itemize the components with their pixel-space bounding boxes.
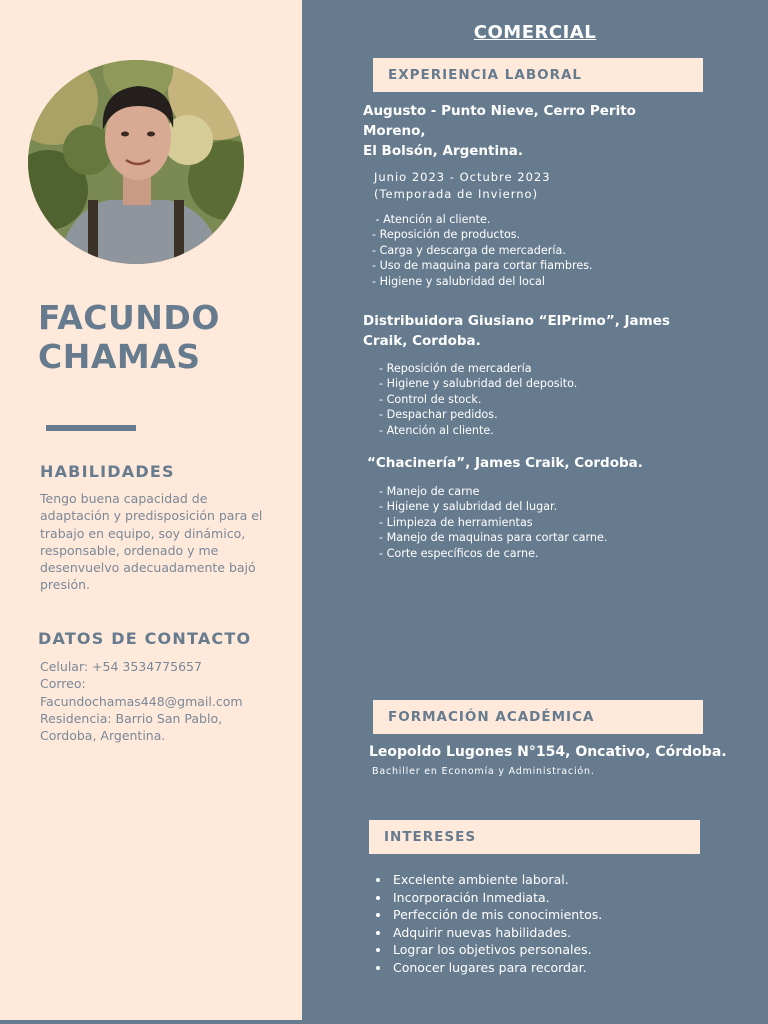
education-school: Leopoldo Lugones N°154, Oncativo, Córdoba. (369, 744, 727, 760)
job-3-title: “Chacinería”, James Craik, Cordoba. (367, 455, 643, 471)
contact-residence-line2: Cordoba, Argentina. (40, 728, 166, 744)
cv-heading: COMERCIAL (473, 22, 597, 43)
name-first: FACUNDO (38, 298, 220, 337)
interest-item: • Perfección de mis conocimientos. (391, 906, 768, 924)
job-2-title-line1: Distribuidora Giusiano “ElPrimo”, James (363, 313, 670, 329)
job-1-dates (374, 169, 551, 203)
job-3-task: - Manejo de carne (379, 485, 480, 498)
job-3-task: - Limpieza de herramientas (379, 515, 533, 529)
job-1-dates-line2: (Temporada de Invierno) (374, 187, 539, 201)
job-1-dates-line1: Junio 2023 - Octubre 2023 (374, 170, 551, 184)
job-2-task: - Higiene y salubridad del deposito. (379, 377, 578, 391)
candidate-name (38, 298, 220, 376)
job-1-task: - Atención al cliente. (372, 213, 491, 226)
job-3-task: - Corte específicos de carne. (379, 546, 539, 560)
job-2-task: - Reposición de mercadería (379, 362, 532, 375)
job-2-task: - Control de stock. (379, 392, 482, 406)
job-3-task: - Higiene y salubridad del lugar. (379, 500, 558, 514)
contact-email-label: Correo: (40, 676, 86, 692)
job-2-tasks (379, 361, 577, 438)
skills-text: Tengo buena capacidad de adaptación y predisposición para el trabajo en equipo, soy dinámico, responsable, ordenado y me desenvuelvo adecuadamente bajó presión. (40, 491, 263, 593)
job-1-task: - Higiene y salubridad del local (372, 274, 545, 288)
job-1-task: - Reposición de productos. (372, 228, 521, 242)
interest-item: • Lograr los objetivos personales. (391, 941, 768, 959)
skills-title: HABILIDADES (40, 462, 175, 481)
job-1-title-line1: Augusto - Punto Nieve, Cerro Perito (363, 103, 636, 119)
job-2-task: - Atención al cliente. (379, 423, 494, 437)
interests-section-header: INTERESES (369, 820, 700, 854)
job-2-title (363, 311, 758, 351)
name-divider (46, 425, 136, 431)
interests-list (373, 871, 768, 976)
education-section-header: FORMACIÓN ACADÉMICA (373, 700, 703, 734)
job-1-title-line2: Moreno, (363, 123, 426, 139)
job-2-title-line2: Craik, Cordoba. (363, 333, 481, 349)
name-last: CHAMAS (38, 337, 201, 376)
contact-residence-line1: Residencia: Barrio San Pablo, (40, 710, 223, 726)
experience-section-header: EXPERIENCIA LABORAL (373, 58, 703, 92)
contact-title: DATOS DE CONTACTO (38, 629, 252, 648)
job-3-tasks (379, 484, 607, 561)
contact-phone: Celular: +54 3534775657 (40, 659, 202, 674)
interest-item: • Adquirir nuevas habilidades. (391, 924, 768, 942)
job-1-title-line3: El Bolsón, Argentina. (363, 143, 523, 159)
interest-item: • Excelente ambiente laboral. (391, 871, 768, 889)
job-1-task: - Carga y descarga de mercadería. (372, 243, 566, 257)
job-1-task: - Uso de maquina para cortar fiambres. (372, 259, 593, 273)
job-1-tasks (372, 212, 593, 289)
job-2-task: - Despachar pedidos. (379, 408, 498, 422)
bottom-border (0, 1020, 768, 1024)
profile-photo (28, 60, 244, 264)
interest-item: • Conocer lugares para recordar. (391, 959, 768, 977)
contact-email: Facundochamas448@gmail.com (40, 693, 243, 709)
job-3-task: - Manejo de maquinas para cortar carne. (379, 531, 608, 545)
job-1-title (363, 101, 758, 161)
education-degree: Bachiller en Economía y Administración. (372, 766, 595, 777)
contact-details (40, 658, 290, 744)
interest-item: • Incorporación Inmediata. (391, 889, 768, 907)
